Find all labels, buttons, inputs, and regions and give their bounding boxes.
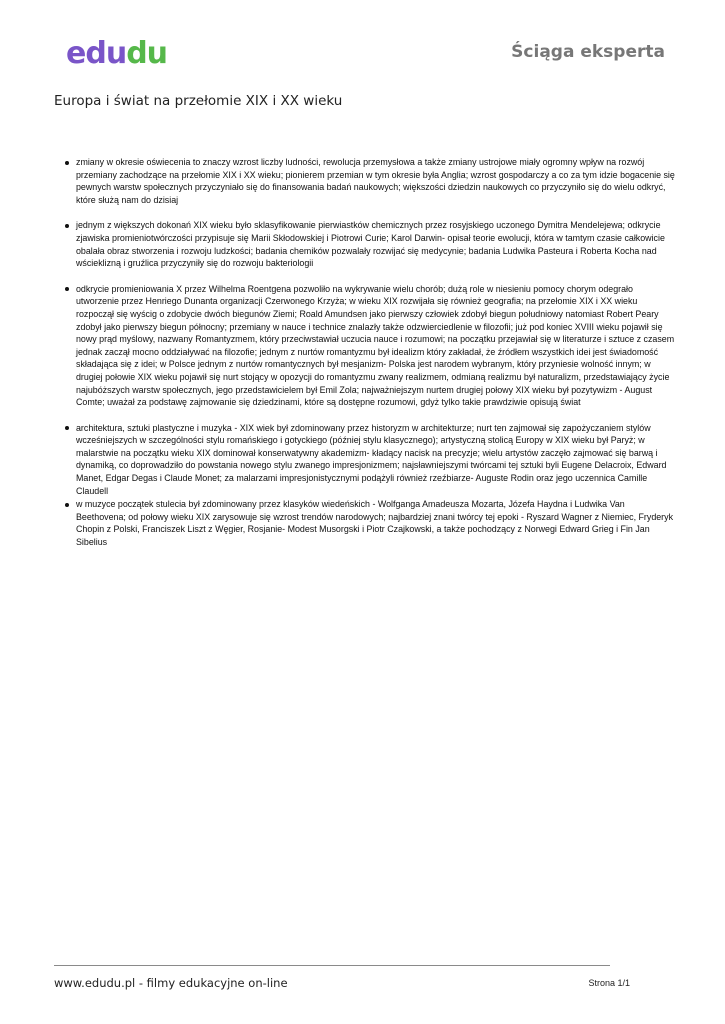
document-content — [64, 156, 676, 549]
edudu-logo[interactable] — [66, 34, 176, 74]
bullet-item-science: jednym z większych dokonań XIX wieku było sklasyfikowanie pierwiastków chemicznych przez rosyjskiego uczonego Dymitra Mendelejewa; odkrycie zjawiska promieniotwórczości przypisuje się Marii Skłodowskiej i Piotrowi Curie; Karol Darwin- opisał teorie ewolucji, która w tamtym czasie całkowicie obalała obraz stworzenia i rozwoju ludzkości; badania chemików pozwalały rozwijać się medycynie; badania Ludwika Pasteura i Roberta Kocha nad wścieklizną i gruźlica przyczyniły się do rozwoju bakteriologii — [64, 219, 676, 269]
logo-text — [66, 36, 167, 71]
page-number: Strona 1/1 — [588, 978, 630, 988]
footer-site-link[interactable]: www.edudu.pl - filmy edukacyjne on-line — [54, 976, 288, 990]
bullet-list — [64, 156, 676, 549]
bullet-item-discoveries-philosophy: odkrycie promieniowania X przez Wilhelma Roentgena pozwoliło na wykrywanie wielu chorób; dużą role w niesieniu pomocy chorym odegrało utworzenie przez Henriego Dunanta organizacji Czerwonego Krzyża; w wieku XIX rozwijała się również geografia; na przełomie XIX i XX wieku rozpoczął się wyścig o zdobycie dwóch biegunów Ziemi; Roald Amundsen jako pierwszy człowiek zdobył biegun południowy natomiast Robert Peary zdobył jako pierwszy biegun północny; przemiany w nauce i technice znalazły także odzwierciedlenie w filozofii; już pod koniec XVIII wieku pojawił się nowy prąd myślowy, nazwany Romantyzmem, który przeciwstawiał uczucia nauce i rozumowi; na początku przejawiał się w literaturze i sztuce z czasem jednak zaczął mocno oddziaływać na filozofie; jednym z nurtów romantyzmu był idealizm który zakładał, że źródłem wszystkich idei jest świadomość składająca się z idei; w Polsce jednym z nurtów romantycznych był mesjanizm- Polska jest narodem wybranym, który przyniesie wolność innym; w drugiej połowie XIX wieku pojawił się nurt stojący w opozycji do romantyzmu zwany realizmem, odmianą realizmu był naturalizm, przedstawiający życie najubóższych warstw społecznych, jego przedstawicielem był Emil Zola; najważniejszym nurtem drugiej połowy XIX wieku był pozytywizm - August Comte; uważał za podstawę zajmowanie się dziedzinami, które są dostępne rozumowi, gdyż tylko takie prawdziwie opisują świat — [64, 283, 676, 409]
bullet-item-art: architektura, sztuki plastyczne i muzyka - XIX wiek był zdominowany przez historyzm w architekturze; nurt ten zajmował się zapożyczaniem stylów wcześniejszych w szczególności stylu romańskiego i gotyckiego (później stylu klasycznego); artystyczną stolicą Europy w XIX wieku był Paryż; w malarstwie na początku wieku XIX dominował konserwatywny akademizm- kładący nacisk na precyzje; wielu artystów zaczęło zajmować się barwą i dynamiką, co doprowadziło do powstania nowego stylu zwanego impresjonizmem; najsławniejszymi twórcami tej sztuki byli Eugene Delacroix, Edward Manet, Edgar Degas i Claude Monet; za malarzami impresjonistycznymi podążyli również rzeźbiarze- Auguste Rodin oraz jego uczennica Camille Claudell — [64, 422, 676, 498]
header-tagline: Ściąga eksperta — [511, 42, 665, 62]
footer-divider — [54, 965, 610, 966]
logo-text-part-green: du — [126, 36, 168, 71]
bullet-item-population: zmiany w okresie oświecenia to znaczy wzrost liczby ludności, rewolucja przemysłowa a także zmiany ustrojowe miały ogromny wpływ na rozwój przemiany zachodzące na przełomie XIX i XX wieku; pionierem przemian w tym okresie była Anglia; wzrost gospodarczy a co za tym idzie bogacenie się pewnych warstw społecznych przyczyniało się do finansowania badań naukowych; większości dziedzin naukowych co przyczyniło się do wielu odkryć, które służą nam do dzisiaj — [64, 156, 676, 206]
document-title: Europa i świat na przełomie XIX i XX wieku — [54, 93, 343, 109]
bullet-item-music: w muzyce początek stulecia był zdominowany przez klasyków wiedeńskich - Wolfganga Amadeusza Mozarta, Józefa Haydna i Ludwika Van Beethovena; od połowy wieku XIX zarysowuje się wzrost trendów narodowych; najbardziej znani twórcy tej epoki - Ryszard Wagner z Niemiec, Fryderyk Chopin z Polski, Franciszek Liszt z Węgier, Rosjanie- Modest Musorgski i Piotr Czajkowski, a także pochodzący z Norwegi Edward Grieg i Fin Jan Sibelius — [64, 498, 676, 548]
logo-text-part-purple: edu — [66, 36, 127, 71]
